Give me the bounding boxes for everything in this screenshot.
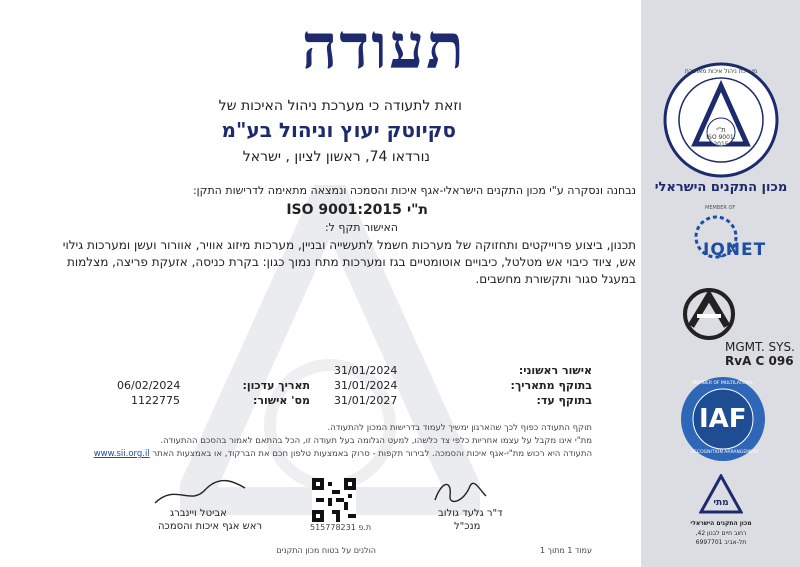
fine-print-1: תוקף התעודה כפוף לכך שהארגון ימשיך לעמוד בדרישות המכון להתעודה. bbox=[327, 423, 592, 433]
standard-number: ISO 9001:2015 bbox=[286, 202, 402, 218]
approval-number-label: מס' אישור: bbox=[252, 394, 310, 407]
approval-number-value: 1122775 bbox=[131, 394, 180, 407]
validity-footer-note: הולנים על בטוח מכון התקנים bbox=[276, 546, 376, 555]
certificate-subtitle: וזאת לתעודה כי מערכת ניהול האיכות של bbox=[218, 98, 462, 114]
certificate-title: תעודה bbox=[301, 10, 466, 83]
standard-line bbox=[286, 199, 428, 218]
seal-arc-text: מערכת ניהול איכות מאושרת bbox=[684, 68, 758, 75]
qr-code-number: ת.פ 515778231 bbox=[310, 523, 372, 532]
rva-logo-icon bbox=[677, 286, 741, 346]
iqnet-member-label: MEMBER OF bbox=[705, 205, 736, 211]
iaf-ring-bottom: RECOGNITION ARRANGEMENT bbox=[691, 450, 760, 455]
iqnet-logo-text: IQNET bbox=[703, 240, 767, 260]
certificate-content bbox=[40, 0, 636, 567]
rva-line1: MGMT. SYS. bbox=[725, 340, 795, 354]
scope-label: האישור תקף ל: bbox=[324, 221, 398, 234]
valid-from-label: בתוקף מתאריך: bbox=[510, 379, 592, 392]
rva-line2: RvA C 096 bbox=[725, 354, 794, 368]
first-approval-label: אישור ראשוני: bbox=[518, 364, 592, 377]
first-approval-value: 31/01/2024 bbox=[334, 364, 398, 377]
website-link[interactable]: www.sii.org.il bbox=[93, 449, 150, 459]
sii-address-line1: רחוב חיים לבנון 42, bbox=[695, 530, 747, 537]
fine-print-3 bbox=[94, 449, 592, 460]
seal-year: 2015 bbox=[713, 141, 729, 148]
standard-prefix: ת"י bbox=[407, 202, 428, 218]
sii-address-line2: תל-אביב 6997701 bbox=[695, 539, 747, 546]
iaf-logo-text: IAF bbox=[699, 404, 747, 434]
company-name: סקיוטק יעוץ וניהול בע"מ bbox=[221, 118, 456, 142]
scope-text: תכנון, ביצוע פרוייקטים ותחזוקה של מערכות חשמל לתעשייה ובניין, מערכות מיזוג אוויר, אוורור ועשן ומערכות גילוי אש, ציוד כיבוי אש מטלטל, כיבויים אוטומטיים בגז ומערכות מתח נמוך כגון: בקרת כניסה, אזעקת פריצה, מצלמות במעגל סגור ותקשורת מחשבים. bbox=[62, 238, 636, 286]
updated-value: 06/02/2024 bbox=[117, 379, 181, 392]
sii-triangle-logo-icon bbox=[699, 474, 743, 514]
company-address: נורדאו 74, ראשון לציון , ישראל bbox=[242, 149, 430, 165]
sii-certification-seal-icon bbox=[661, 60, 781, 180]
left-signature-icon bbox=[150, 478, 250, 508]
left-signer-title: ראש אגף איכות והסמכה bbox=[158, 521, 263, 532]
iaf-ring-top: MEMBER OF MULTILATERAL bbox=[692, 381, 754, 386]
qr-code-icon[interactable] bbox=[312, 478, 356, 522]
right-signature-icon bbox=[430, 476, 490, 508]
right-signer-title: מנכ"ל bbox=[454, 521, 481, 532]
valid-from-value: 31/01/2024 bbox=[334, 379, 398, 392]
left-signer-name: אביטל ויינברג bbox=[170, 508, 227, 519]
seal-iso: ISO 9001: bbox=[706, 134, 736, 141]
sii-logo-wordmark: מתי bbox=[713, 498, 729, 508]
updated-label: תאריך עדכון: bbox=[242, 379, 310, 392]
valid-to-label: בתוקף עד: bbox=[536, 394, 592, 407]
page-number: עמוד 1 מתוך 1 bbox=[540, 546, 592, 555]
right-signer-name: ד"ר גלעד גולוב bbox=[438, 508, 503, 519]
assessment-statement: נבחנה ונסקרה ע"י מכון התקנים הישראלי-אגף איכות והסמכה ונמצאה מתאימה לדרישות התקן: bbox=[192, 184, 636, 197]
sii-caption: מכון התקנים הישראלי bbox=[654, 180, 788, 195]
fine-print-3-text: התעודה היא רכוש מת"י-אגף איכות והסמכה. לבירור תקפות - סרוק באמצעות טלפון חכם את הברקוד, או באמצעות האתר bbox=[152, 449, 592, 459]
fine-print-2: מת"י אינו מקבל על עצמו אחריות כלפי צד כלשהו, למעט הגלומה בעל תעודה זו, הכל בהתאם לאמור בהסכם ההתעודה. bbox=[160, 436, 592, 446]
seal-mark: ת"י bbox=[716, 126, 726, 134]
logo-sidebar bbox=[641, 0, 800, 567]
valid-to-value: 31/01/2027 bbox=[334, 394, 398, 407]
sii-bottom-caption: מכון התקנים הישראלי bbox=[690, 520, 752, 527]
